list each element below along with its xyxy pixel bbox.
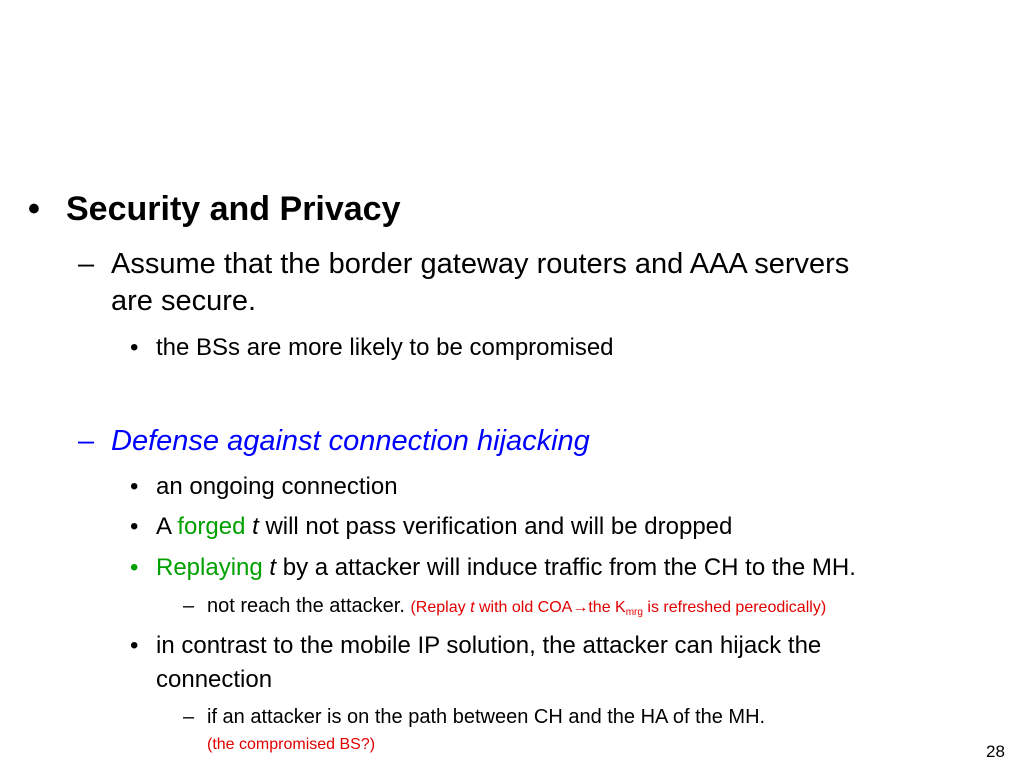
sub-a: an ongoing connection (156, 473, 398, 500)
sub-c-detail (207, 595, 826, 618)
point1-sub: the BSs are more likely to be compromised (156, 334, 614, 361)
bullet-dot: • (130, 473, 139, 500)
sub-d-line1: in contrast to the mobile IP solution, the attacker can hijack the (156, 632, 822, 659)
bullet-dash: – (183, 595, 195, 617)
sub-c-rest: by a attacker will induce traffic from the CH to the MH. (282, 554, 856, 581)
bullet-dash: – (78, 425, 95, 457)
sub-d-detail-note: (the compromised BS?) (207, 736, 376, 753)
bullet-dot: • (28, 190, 40, 228)
point2-heading: Defense against connection hijacking (111, 425, 590, 457)
sub-c-detail-text: not reach the attacker. (207, 595, 405, 617)
sub-c-replaying: Replaying (156, 554, 263, 581)
bullet-dash: – (78, 248, 95, 280)
sub-b-rest: will not pass verification and will be dropped (265, 513, 733, 540)
sub-b (156, 513, 732, 541)
bullet-dot: • (130, 554, 139, 581)
sub-d-detail-text: if an attacker is on the path between CH and the HA of the MH. (207, 706, 766, 728)
sub-b-t: t (252, 513, 259, 540)
sub-c-t: t (269, 554, 277, 581)
bullet-dot: • (130, 334, 139, 361)
arrow-icon: → (572, 599, 589, 616)
point1-line1: Assume that the border gateway routers and AAA servers (111, 248, 850, 280)
point1-line2: are secure. (111, 285, 257, 317)
bullet-dot: • (130, 632, 139, 659)
sub-d-line2: connection (156, 666, 273, 693)
bullet-dash: – (183, 706, 195, 728)
slide-heading: Security and Privacy (66, 190, 401, 228)
sub-c (156, 554, 856, 582)
sub-b-prefix: A (156, 513, 171, 540)
sub-c-detail-note: (Replay t with old COA→the $K_{mrg}$ is refreshed pereodically) (410, 599, 827, 618)
sub-b-forged: forged (177, 513, 246, 540)
bullet-dot: • (130, 513, 139, 540)
page-number: 28 (986, 742, 1005, 761)
